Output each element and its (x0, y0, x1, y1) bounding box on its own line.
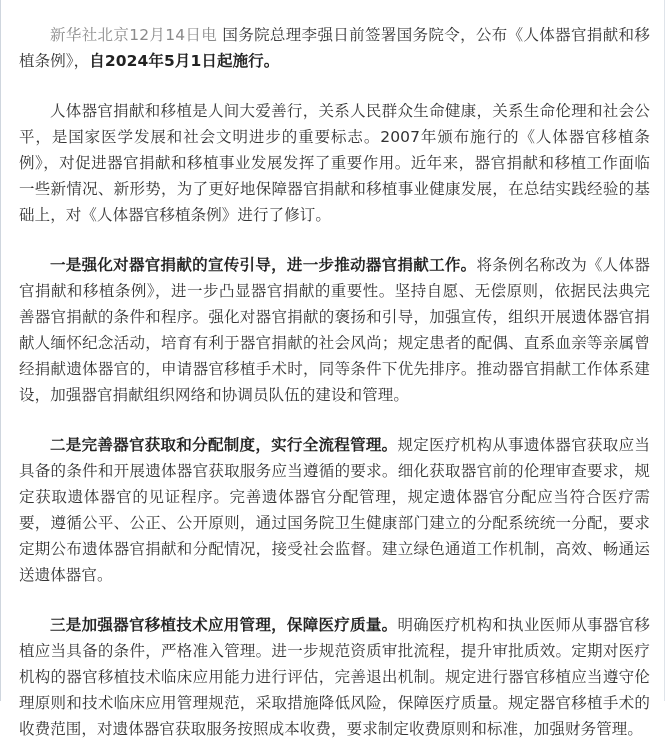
paragraph-background (19, 98, 650, 228)
paragraph-point-one (19, 252, 650, 408)
dateline: 新华社北京12月14日电 (50, 26, 218, 44)
paragraph-heading: 二是完善器官获取和分配制度，实行全流程管理。 (50, 436, 398, 454)
paragraph-text: 人体器官捐献和移植是人间大爱善行，关系人民群众生命健康，关系生命伦理和社会公平，是国家医学发展和社会文明进步的重要标志。2007年颁布施行的《人体器官移植条例》，对促进器官捐献和移植事业发展发挥了重要作用。近年来，器官捐献和移植工作面临一些新情况、新形势，为了更好地保障器官捐献和移植事业健康发展，在总结实践经验的基础上，对《人体器官移植条例》进行了修订。 (19, 102, 650, 224)
lead-text: 国务院总理李强日前签署国务院令，公布《人体器官捐献和移植条例》， (19, 26, 650, 70)
paragraph-text: 明确医疗机构和执业医师从事器官移植应当具备的条件，严格准入管理。进一步规范资质审批流程，提升审批质效。定期对医疗机构的器官移植技术临床应用能力进行评估，完善退出机制。规定进行器官移植应当遵守伦理原则和技术临床应用管理规范，采取措施降低风险，保障医疗质量。规定器官移植手术的收费范围，对遗体器官获取服务按照成本收费，要求制定收费原则和标准，加强财务管理。 (19, 616, 650, 738)
paragraph-text: 规定医疗机构从事遗体器官获取应当具备的条件和开展遗体器官获取服务应当遵循的要求。细化获取器官前的伦理审查要求，规定获取遗体器官的见证程序。完善遗体器官分配管理，规定遗体器官分配应当符合医疗需要，遵循公平、公正、公开原则，通过国务院卫生健康部门建立的分配系统统一分配，要求定期公布遗体器官捐献和分配情况，接受社会监督。建立绿色通道工作机制，高效、畅通运送遗体器官。 (19, 436, 650, 584)
lead-paragraph (19, 22, 650, 74)
effective-date: 自2024年5月1日起施行。 (89, 52, 280, 70)
paragraph-heading: 一是强化对器官捐献的宣传引导，进一步推动器官捐献工作。 (50, 256, 477, 274)
paragraph-text: 将条例名称改为《人体器官捐献和移植条例》，进一步凸显器官捐献的重要性。坚持自愿、无偿原则，依据民法典完善器官捐献的条件和程序。强化对器官捐献的褒扬和引导，加强宣传，组织开展遗体器官捐献人缅怀纪念活动，培育有利于器官捐献的社会风尚；规定患者的配偶、直系血亲等亲属曾经捐献遗体器官的，申请器官移植手术时，同等条件下优先排序。推动器官捐献工作体系建设，加强器官捐献组织网络和协调员队伍的建设和管理。 (19, 256, 650, 404)
paragraph-heading: 三是加强器官移植技术应用管理，保障医疗质量。 (50, 616, 398, 634)
paragraph-point-three (19, 612, 650, 742)
paragraph-point-two (19, 432, 650, 588)
